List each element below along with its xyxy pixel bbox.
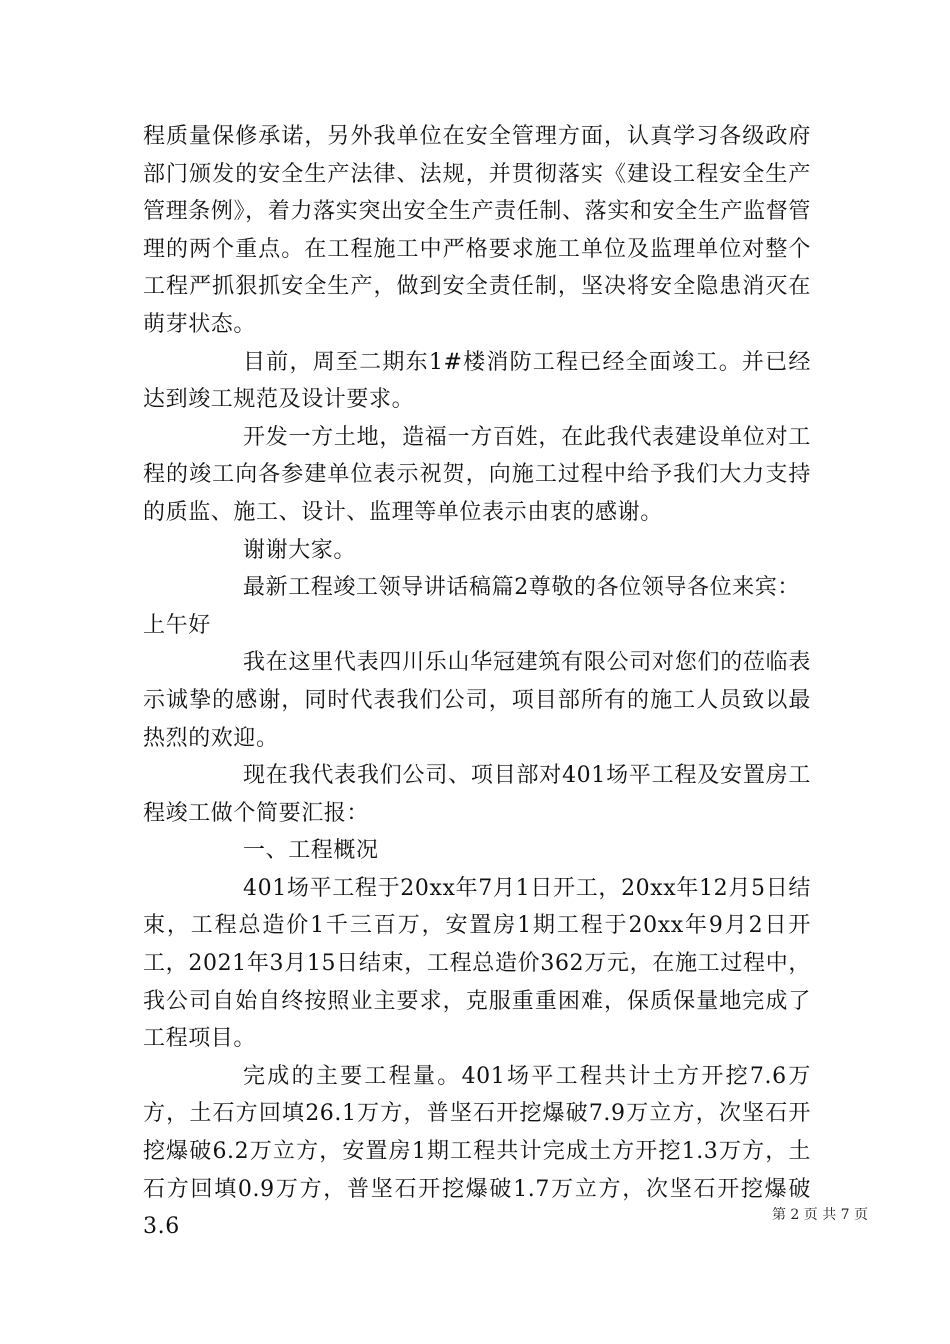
paragraph-welcome: 我在这里代表四川乐山华冠建筑有限公司对您们的莅临表示诚挚的感谢，同时代表我们公司，项目部所有的施工人员致以最热烈的欢迎。 [143,650,811,751]
paragraph-completion-status: 目前，周至二期东1#楼消防工程已经全面竣工。并已经达到竣工规范及设计要求。 [143,349,811,413]
paragraph-project-overview: 401场平工程于20xx年7月1日开工，20xx年12月5日结束，工程总造价1千三百万，安置房1期工程于20xx年9月2日开工，2021年3月15日结束，工程总造价362万元，在施工过程中，我公司自始自终按照业主要求，克服重重困难，保质保量地完成了工程项目。 [143,875,811,1052]
paragraph-thank-you: 谢谢大家。 [243,537,357,563]
section-heading-overview: 一、工程概况 [243,838,379,864]
document-body [143,118,811,1246]
page-number-footer: 第 2 页 共 7 页 [771,1207,869,1223]
paragraph-speech-2-title: 最新工程竣工领导讲话稿篇2尊敬的各位领导各位来宾： [243,575,800,601]
paragraph-greeting: 上午好 [143,612,211,638]
paragraph-report-intro: 现在我代表我们公司、项目部对401场平工程及安置房工程竣工做个简要汇报： [143,763,811,826]
paragraph-safety-management: 程质量保修承诺，另外我单位在安全管理方面，认真学习各级政府部门颁发的安全生产法律、法规，并贯彻落实《建设工程安全生产管理条例》，着力落实突出安全生产责任制、落实和安全生产监督管理的两个重点。在工程施工中严格要求施工单位及监理单位对整个工程严抓狠抓安全生产，做到安全责任制，坚决将安全隐患消灭在萌芽状态。 [143,124,811,337]
paragraph-work-quantities: 完成的主要工程量。401场平工程共计土方开挖7.6万方，土石方回填26.1万方，普坚石开挖爆破7.9万立方，次坚石开挖爆破6.2万立方，安置房1期工程共计完成土方开挖1.3万方，土石方回填0.9万方，普坚石开挖爆破1.7万立方，次坚石开挖爆破3.6 [143,1063,811,1240]
paragraph-thanks-units: 开发一方土地，造福一方百姓，在此我代表建设单位对工程的竣工向各参建单位表示祝贺，向施工过程中给予我们大力支持的质监、施工、设计、监理等单位表示由衷的感谢。 [143,424,811,525]
